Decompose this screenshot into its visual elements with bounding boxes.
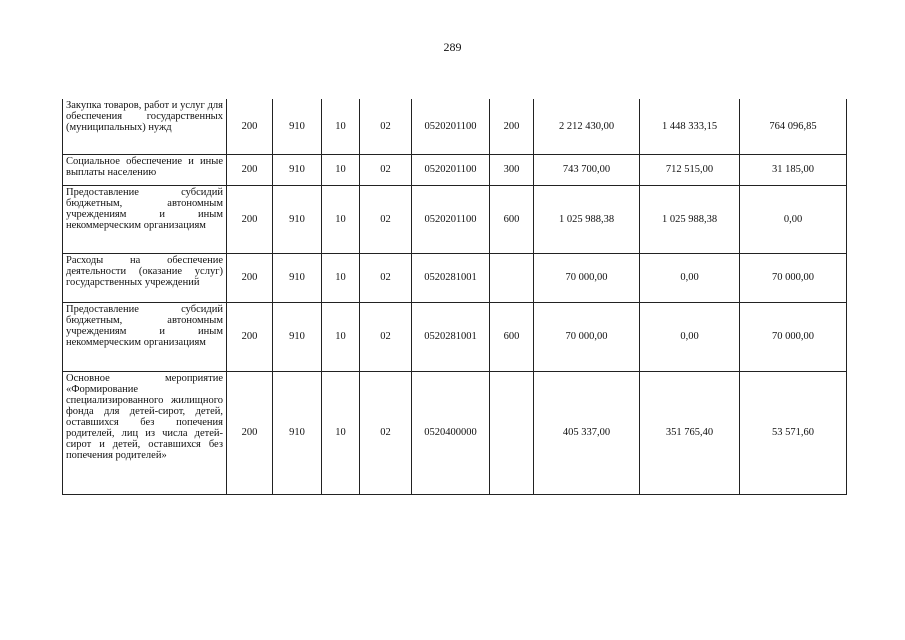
cell-value-3: 31 185,00 [740, 154, 847, 185]
cell-code-6 [490, 371, 534, 494]
row-description: Расходы на обеспечение деятельности (оказание услуг) государственных учреждений [63, 253, 227, 302]
budget-table [62, 99, 847, 495]
row-description: Предоставление субсидий бюджетным, автономным учреждениям и иным некоммерческим организациям [63, 185, 227, 253]
cell-code-2: 910 [273, 154, 322, 185]
cell-code-5: 0520201100 [412, 154, 490, 185]
table-row [63, 253, 847, 302]
table-row [63, 154, 847, 185]
cell-code-4: 02 [360, 371, 412, 494]
cell-code-1: 200 [227, 99, 273, 154]
cell-value-1: 743 700,00 [534, 154, 640, 185]
row-description: Социальное обеспечение и иные выплаты населению [63, 154, 227, 185]
table-row [63, 99, 847, 154]
cell-code-2: 910 [273, 371, 322, 494]
cell-value-2: 1 448 333,15 [640, 99, 740, 154]
cell-code-4: 02 [360, 253, 412, 302]
cell-code-1: 200 [227, 154, 273, 185]
cell-code-5: 0520400000 [412, 371, 490, 494]
cell-code-1: 200 [227, 253, 273, 302]
cell-code-3: 10 [322, 253, 360, 302]
cell-code-3: 10 [322, 302, 360, 371]
cell-code-6: 300 [490, 154, 534, 185]
table-row [63, 371, 847, 494]
cell-code-4: 02 [360, 99, 412, 154]
cell-code-1: 200 [227, 302, 273, 371]
row-description: Закупка товаров, работ и услуг для обеспечения государственных (муниципальных) нужд [63, 99, 227, 154]
page-number: 289 [443, 40, 462, 54]
table-row [63, 302, 847, 371]
cell-code-3: 10 [322, 99, 360, 154]
cell-code-1: 200 [227, 371, 273, 494]
row-description: Основное мероприятие «Формирование специализированного жилищного фонда для детей-сирот, детей, оставшихся без попечения родителей, лиц из числа детей-сирот и детей, оставшихся без попечения родителей» [63, 371, 227, 494]
cell-value-2: 351 765,40 [640, 371, 740, 494]
cell-value-2: 1 025 988,38 [640, 185, 740, 253]
cell-value-3: 764 096,85 [740, 99, 847, 154]
cell-code-4: 02 [360, 302, 412, 371]
cell-value-1: 405 337,00 [534, 371, 640, 494]
cell-code-5: 0520281001 [412, 253, 490, 302]
cell-code-4: 02 [360, 154, 412, 185]
cell-value-1: 70 000,00 [534, 302, 640, 371]
cell-code-4: 02 [360, 185, 412, 253]
cell-code-2: 910 [273, 185, 322, 253]
cell-value-3: 70 000,00 [740, 302, 847, 371]
cell-code-3: 10 [322, 185, 360, 253]
cell-code-5: 0520201100 [412, 185, 490, 253]
table-row [63, 185, 847, 253]
cell-value-1: 1 025 988,38 [534, 185, 640, 253]
cell-value-3: 70 000,00 [740, 253, 847, 302]
cell-code-5: 0520201100 [412, 99, 490, 154]
cell-code-2: 910 [273, 302, 322, 371]
cell-code-2: 910 [273, 99, 322, 154]
cell-value-1: 2 212 430,00 [534, 99, 640, 154]
cell-value-3: 0,00 [740, 185, 847, 253]
cell-value-1: 70 000,00 [534, 253, 640, 302]
cell-code-3: 10 [322, 371, 360, 494]
row-description: Предоставление субсидий бюджетным, автономным учреждениям и иным некоммерческим организациям [63, 302, 227, 371]
cell-value-2: 0,00 [640, 253, 740, 302]
cell-value-2: 0,00 [640, 302, 740, 371]
cell-value-2: 712 515,00 [640, 154, 740, 185]
cell-value-3: 53 571,60 [740, 371, 847, 494]
cell-code-1: 200 [227, 185, 273, 253]
cell-code-6: 600 [490, 302, 534, 371]
cell-code-2: 910 [273, 253, 322, 302]
cell-code-3: 10 [322, 154, 360, 185]
cell-code-6 [490, 253, 534, 302]
cell-code-6: 200 [490, 99, 534, 154]
cell-code-6: 600 [490, 185, 534, 253]
cell-code-5: 0520281001 [412, 302, 490, 371]
